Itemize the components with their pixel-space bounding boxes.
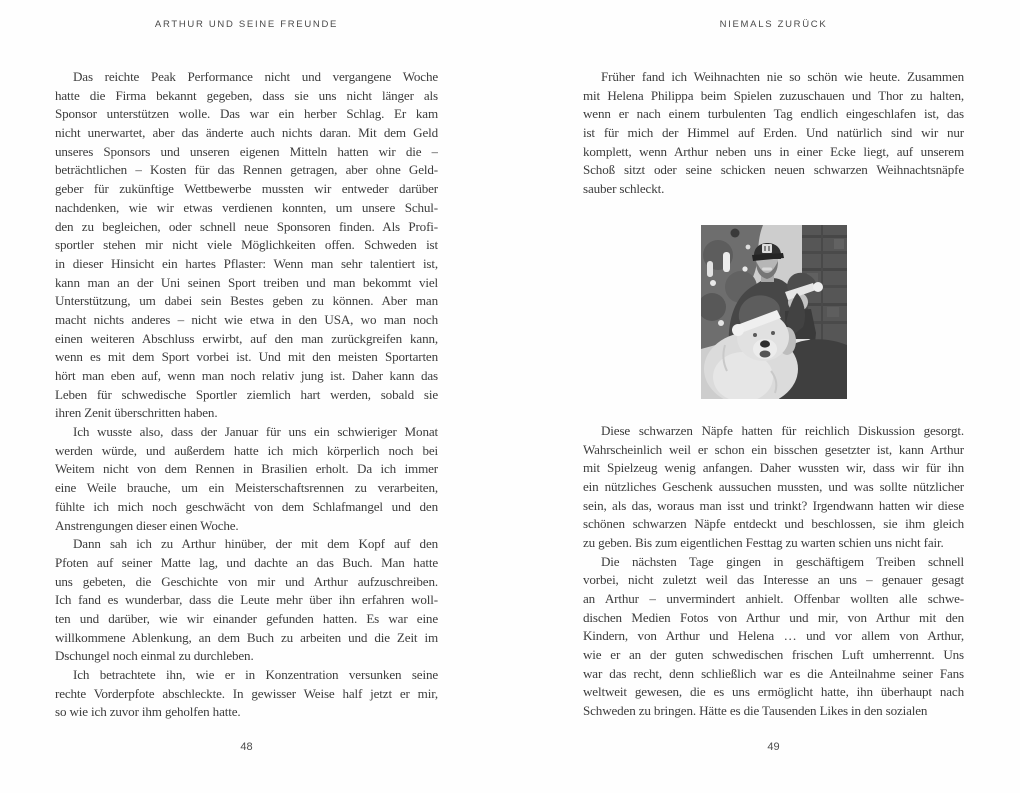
text-line: an Arthur – unvermindert anhielt. Offenbar wollten alle schwe- <box>583 591 964 606</box>
text-line: Unterstützung, um dabei sein Bestes geben zu können. Aber man <box>55 293 438 309</box>
paragraph <box>583 422 964 553</box>
text-line: wenn es mit dem Sport vorbei ist. Und mit den meisten Sportarten <box>55 349 438 365</box>
text-line: Das reichte Peak Performance nicht und vergangene Woche <box>73 69 438 84</box>
text-line: Anstrengungen dieser einen Woche. <box>55 517 239 533</box>
text-after-photo <box>583 422 964 721</box>
body-text-left <box>55 68 438 722</box>
text-line: geber für zukünftige Wettbewerbe mussten wir entweder darüber <box>55 181 438 197</box>
text-line: war das recht, denn schließlich war es die Anteilnahme seiner Fans <box>583 665 964 681</box>
text-line: Früher fand ich Weihnachten nie so schön wie heute. Zusammen <box>601 69 964 84</box>
text-line: mit Helena Philippa beim Spielen zuzuschauen und Thor zu halten, <box>583 87 964 103</box>
text-line: ein nützliches Geschenk aussuchen mussten, und was sollte nützlicher <box>583 478 964 494</box>
text-line: Ich fand es wunderbar, dass die Leute mehr über ihn erfahren woll- <box>55 592 438 608</box>
text-line: sportler stehen mir nicht viele Möglichkeiten offen. Schweden ist <box>55 237 438 253</box>
running-head-left: ARTHUR UND SEINE FREUNDE <box>154 19 339 30</box>
text-line: nachdenken, wie wir etwas verdienen konnten, um unsere Schul- <box>55 199 438 215</box>
paragraph <box>55 423 438 535</box>
paragraph <box>583 553 964 721</box>
text-line: eine Weile brauche, um ein Meisterschaftsrennen zu verarbeiten, <box>55 480 438 496</box>
text-line: Die nächsten Tage gingen in geschäftigem Treiben schnell <box>601 553 964 569</box>
running-head-right: NIEMALS ZURÜCK <box>719 19 828 30</box>
text-line: Pfoten auf seiner Matte lag, und dachte an das Buch. Man hatte <box>55 554 438 570</box>
paragraph <box>55 666 438 722</box>
text-line: ist für mich der Himmel auf Erden. Und natürlich sind wir nur <box>583 125 964 141</box>
text-line: schönen schwarzen Näpfe entdeckt und beschlossen, sie ihm gleich <box>583 516 964 532</box>
text-line: rechte Vorderpfote abschleckte. In gewisser Weise half jetzt er mir, <box>55 685 438 701</box>
text-line: kann man an der Uni seinen Sport treiben und man bekommt viel <box>55 274 438 290</box>
text-line: wie er an der guten schwedischen frischen Luft umherrennt. Uns <box>583 647 964 663</box>
page-right <box>583 0 964 793</box>
text-line: wenn er nach einem turbulenten Tag endlich eingeschlafen ist, das <box>583 106 964 122</box>
text-line: sein, als das, woraus man isst und trinkt? Irgendwann hatten wir diese <box>583 497 964 513</box>
text-line: Weitem nicht von dem Rennen in Brasilien erholt. Da ich immer <box>55 461 438 477</box>
text-line: so wie ich zuvor ihm geholfen hatte. <box>55 704 241 720</box>
text-line: Ich betrachtete ihn, wie er in Konzentration versunken seine <box>73 667 438 682</box>
christmas-photo <box>701 225 847 399</box>
text-line: uns gebeten, die Geschichte von mir und Arthur aufzuschreiben. <box>55 573 438 589</box>
text-line: sauber schleckt. <box>583 181 665 197</box>
text-line: ten und darüber, wie wir einander gefunden hatten. Es war eine <box>55 610 438 626</box>
text-line: Wahrscheinlich weil er schon ein bisschen gesetzter ist, kann Arthur <box>583 441 964 457</box>
text-line: werden würde, und außerdem hatte ich mich körperlich noch bei <box>55 442 438 458</box>
folio-right: 49 <box>767 741 780 753</box>
text-line: fühlte ich mich noch geschwächt von dem Schlafmangel und den <box>55 498 438 514</box>
text-line: komplett, wenn Arthur neben uns in einer Ecke liegt, auf unserem <box>583 143 964 159</box>
text-line: unseres Sponsors und unseren eigenen Mitteln hatten wir die – <box>55 143 438 159</box>
text-line: macht nichts anderes – nicht wie etwa in den USA, wo man noch <box>55 311 438 327</box>
page-left <box>55 0 438 793</box>
text-line: Diese schwarzen Näpfe hatten für reichlich Diskussion gesorgt. <box>601 422 964 438</box>
text-line: einen weiteren Abschluss erwirbt, auf den man zurückgreifen kann, <box>55 330 438 346</box>
text-before-photo <box>583 68 964 199</box>
text-line: in dieser Hinsicht ein hartes Pflaster: Wenn man sehr talentiert ist, <box>55 255 438 271</box>
text-line: willkommene Ablenkung, an dem Buch zu arbeiten und die Zeit im <box>55 629 438 645</box>
text-line: ihren Zenit überschritten haben. <box>55 405 218 421</box>
text-line: dischen Medien Fotos von Arthur und mir, von Arthur mit den <box>583 609 964 625</box>
text-line: nicht unerwartet, aber das änderte auch nichts daran. Mit dem Geld <box>55 125 438 141</box>
christmas-photo-illustration <box>701 225 847 399</box>
text-line: zu geben. Bis zum eigentlichen Festtag zu warten schien uns nicht fair. <box>583 534 944 550</box>
text-line: Ich wusste also, dass der Januar für uns ein schwieriger Monat <box>73 424 438 440</box>
text-line: beträchtlichen – Kosten für das Rennen getragen, aber ohne Geld- <box>55 162 438 178</box>
text-line: Schoß sitzt oder seine schicken neuen schwarzen Weihnachtsnäpfe <box>583 162 964 178</box>
body-text-right <box>583 68 964 721</box>
text-line: vorbei, nicht zuletzt weil das Interesse an uns – genauer gesagt <box>583 572 964 588</box>
text-line: mit Spielzeug wenig anfangen. Daher wussten wir, dass wir für ihn <box>583 460 964 476</box>
text-line: weltweit gewesen, die es uns ermöglicht hatte, ihn überhaupt nach <box>583 684 964 700</box>
paragraph <box>55 535 438 666</box>
paragraph <box>55 68 438 423</box>
text-line: Leben für schwedische Sportler ziemlich hart werden, sobald sie <box>55 386 438 402</box>
text-line: Kindern, von Arthur und Helena … und vor allem von Arthur, <box>583 628 964 644</box>
text-line: hört man eben auf, wenn man noch relativ jung ist. Daher kann das <box>55 368 438 383</box>
paragraph <box>583 68 964 199</box>
text-line: Dschungel noch einmal zu durchleben. <box>55 648 254 664</box>
text-line: Schweden zu bringen. Hätte es die Tausenden Likes in den sozialen <box>583 703 928 719</box>
folio-left: 48 <box>240 741 253 753</box>
text-line: hatte die Firma bekannt gegeben, dass sie uns nicht länger als <box>55 87 438 103</box>
text-line: Dann sah ich zu Arthur hinüber, der mit dem Kopf auf den <box>73 536 438 552</box>
text-line: Sponsor unterstützen wolle. Das war ein herber Schlag. Er kam <box>55 106 438 122</box>
text-line: den zu begleichen, oder schnell neue Sponsoren finden. Als Profi- <box>55 218 438 234</box>
